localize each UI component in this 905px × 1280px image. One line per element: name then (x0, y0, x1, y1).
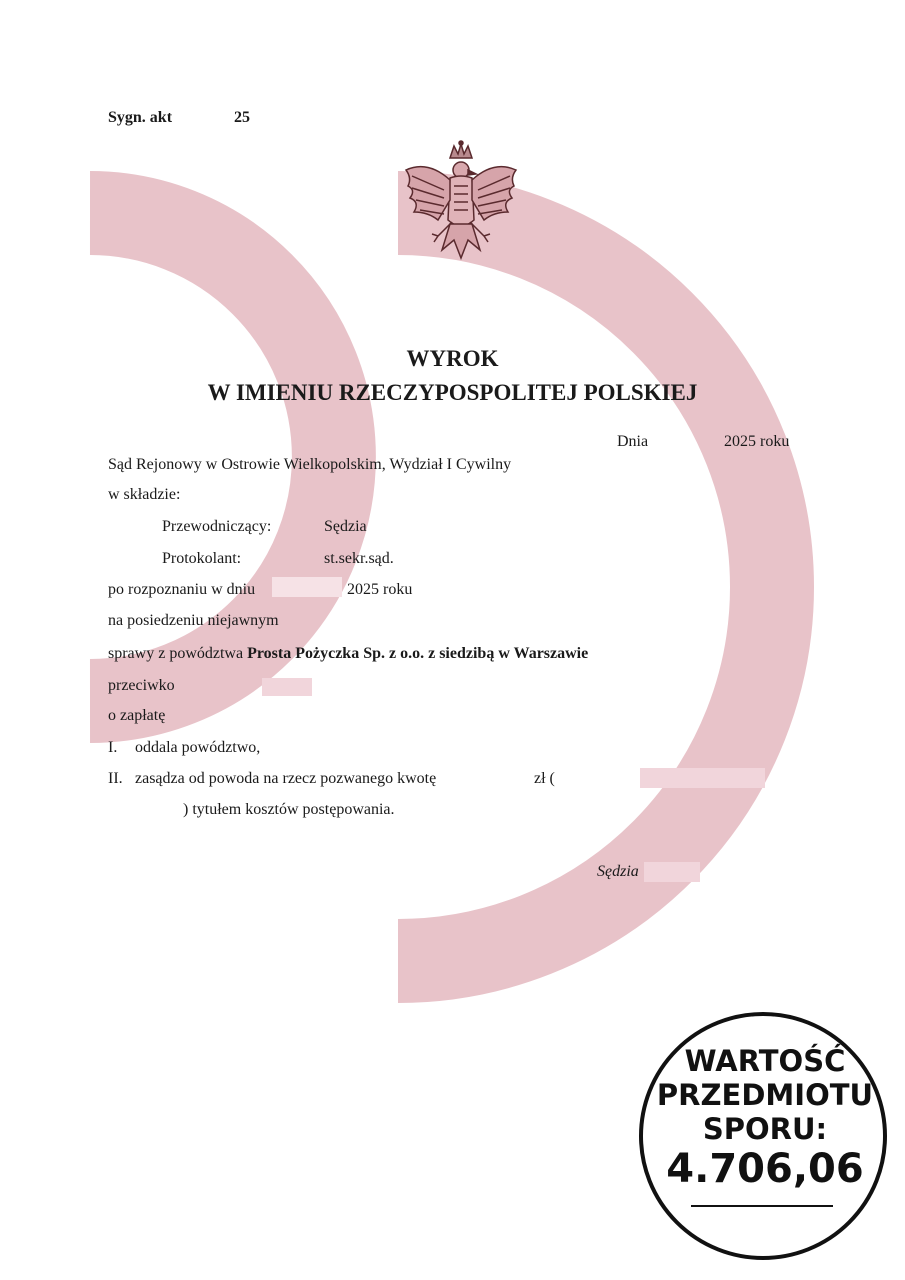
hearing-suffix: 2025 roku (347, 581, 413, 598)
clerk-value: st.sekr.sąd. (324, 550, 394, 567)
clerk-label: Protokolant: (162, 550, 242, 567)
stamp-line-1: WARTOŚĆ (684, 1044, 846, 1078)
case-parties (108, 645, 588, 663)
against-label: przeciwko (108, 677, 175, 694)
right-arc (398, 213, 772, 961)
case-prefix: sprawy z powództwa (108, 645, 244, 662)
ruling-2-number: II. (108, 770, 123, 787)
chair-value: Sędzia (324, 518, 367, 535)
ruling-2-text: zasądza od powoda na rzecz pozwanego kwotę (135, 770, 437, 787)
composition-label: w składzie: (108, 486, 181, 503)
date-prefix: Dnia (617, 433, 649, 450)
redaction-mark (262, 678, 312, 696)
case-number (108, 109, 250, 127)
polish-eagle-emblem (398, 140, 524, 268)
ruling-1-number: I. (108, 739, 118, 756)
hearing-prefix: po rozpoznaniu w dniu (108, 581, 256, 598)
date-suffix: 2025 roku (724, 433, 790, 450)
chair-label: Przewodniczący: (162, 518, 272, 535)
court-name: Sąd Rejonowy w Ostrowie Wielkopolskim, Wydział I Cywilny (108, 456, 512, 473)
stamp-line-2: PRZEDMIOTU (656, 1078, 874, 1112)
document-title: WYROK (406, 346, 499, 371)
case-label: Sygn. akt (108, 109, 173, 126)
redaction-mark (640, 768, 765, 788)
case-subject: o zapłatę (108, 707, 166, 724)
session-type: na posiedzeniu niejawnym (108, 612, 279, 629)
ruling-2-tail: zł ( (534, 770, 555, 787)
case-suffix: 25 (234, 109, 251, 126)
judge-signature: Sędzia (597, 863, 639, 880)
ruling-1-text: oddala powództwo, (135, 739, 261, 756)
redaction-mark (644, 862, 700, 882)
stamp-line-3: SPORU: (702, 1112, 828, 1146)
ruling-2-continuation: ) tytułem kosztów postępowania. (183, 801, 395, 818)
stamp-amount: 4.706,06 (666, 1146, 864, 1192)
document-subtitle: W IMIENIU RZECZYPOSPOLITEJ POLSKIEJ (207, 380, 698, 405)
plaintiff-name: Prosta Pożyczka Sp. z o.o. z siedzibą w Warszawie (247, 645, 589, 662)
redaction-mark (272, 577, 342, 597)
